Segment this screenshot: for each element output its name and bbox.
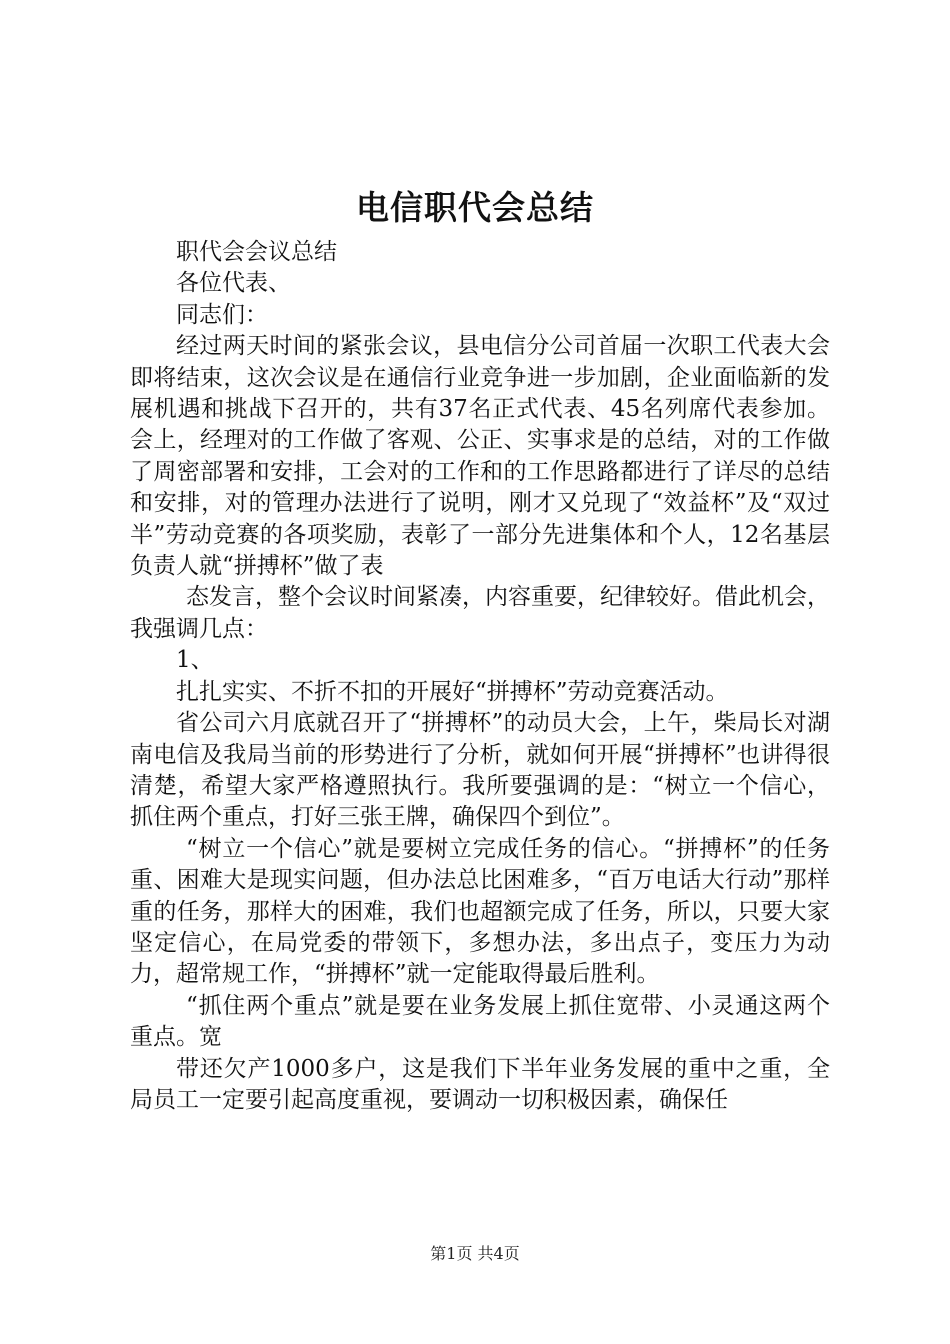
document-title: 电信职代会总结 (356, 188, 594, 227)
document-body (130, 237, 830, 1116)
paragraph-province-meeting: 省公司六月底就召开了“拼搏杯”的动员大会，上午，柴局长对湖南电信及我局当前的形势进行了分析，就如何开展“拼搏杯”也讲得很清楚，希望大家严格遵照执行。我所要强调的是：“树立一个信心，抓住两个重点，打好三张王牌，确保四个到位”。 (130, 710, 830, 831)
paragraph-broadband: 带还欠产1000多户，这是我们下半年业务发展的重中之重，全局员工一定要引起高度重视，要调动一切积极因素，确保任 (130, 1055, 830, 1113)
paragraph-heading: 职代会会议总结 (176, 239, 337, 265)
page-footer: 第1页 共4页 (430, 1244, 520, 1263)
paragraph-continuation: 态发言，整个会议时间紧凑，内容重要，纪律较好。借此机会，我强调几点： (130, 584, 830, 642)
paragraph-confidence: “树立一个信心”就是要树立完成任务的信心。“拼搏杯”的任务重、困难大是现实问题，但办法总比困难多，“百万电话大行动”那样重的任务，那样大的困难，我们也超额完成了任务，所以，只要大家坚定信心，在局党委的带领下，多想办法，多出点子，变压力为动力，超常规工作，“拼搏杯”就一定能取得最后胜利。 (130, 835, 830, 988)
paragraph-opening: 经过两天时间的紧张会议，县电信分公司首届一次职工代表大会即将结束，这次会议是在通信行业竞争进一步加剧，企业面临新的发展机遇和挑战下召开的，共有37名正式代表、45名列席代表参加。会上，经理对的工作做了客观、公正、实事求是的总结，对的工作做了周密部署和安排，工会对的工作和的工作思路都进行了详尽的总结和安排，对的管理办法进行了说明，刚才又兑现了“效益杯”及“双过半”劳动竞赛的各项奖励，表彰了一部分先进集体和个人，12名基层负责人就“拼搏杯”做了表 (130, 333, 830, 580)
paragraph-point-number: 1、 (176, 647, 214, 674)
paragraph-point-title: 扎扎实实、不折不扣的开展好“拼搏杯”劳动竞赛活动。 (176, 678, 729, 705)
paragraph-salutation: 各位代表、 (176, 270, 291, 297)
paragraph-salutation-comrades: 同志们： (176, 301, 268, 328)
paragraph-two-priorities: “抓住两个重点”就是要在业务发展上抓住宽带、小灵通这两个重点。宽 (130, 992, 830, 1051)
